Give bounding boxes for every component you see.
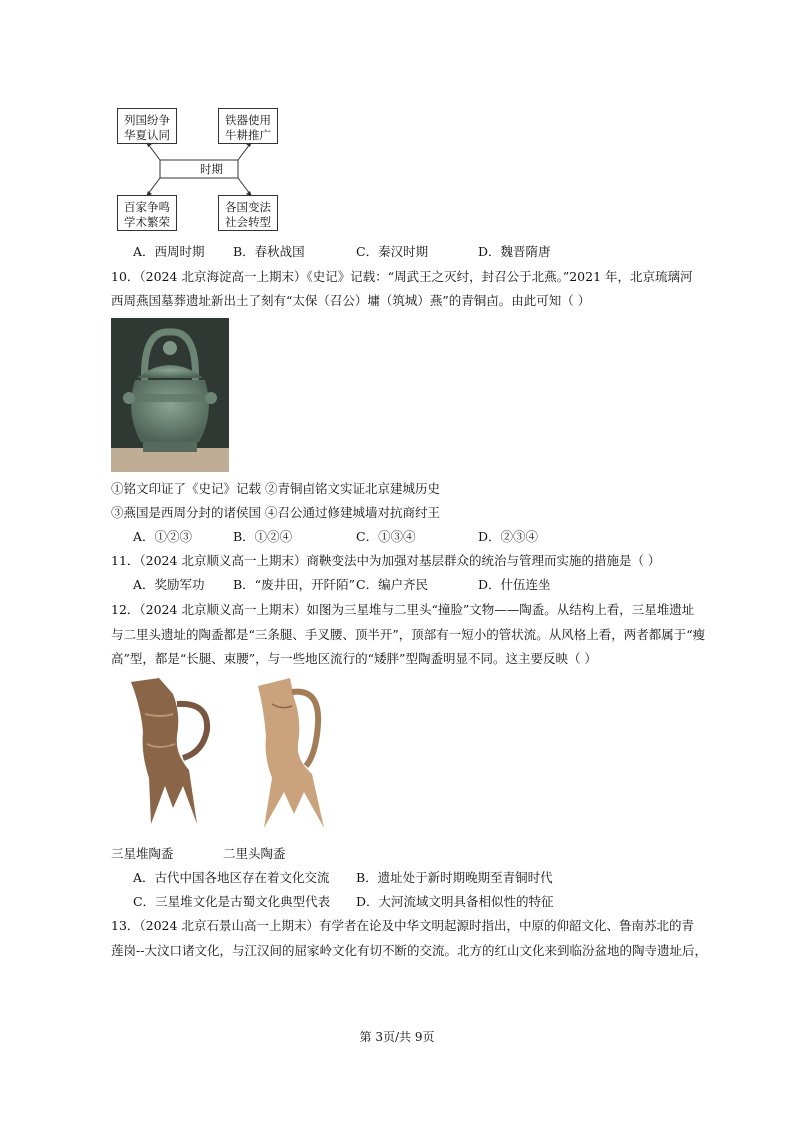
diagram-box-text: 列国纷争: [124, 113, 170, 127]
q11-stem: 11．（2024 北京顺义高一上期末）商鞅变法中为加强对基层群众的统治与管理而实施的措施是（ ）: [111, 553, 661, 568]
q9-option-b: B．春秋战国: [233, 244, 305, 259]
diagram-box-text: 华夏认同: [124, 128, 170, 142]
bronze-you-photo: [111, 318, 229, 472]
diagram-box-text: 社会转型: [225, 215, 271, 229]
q11-option-d: D．什伍连坐: [478, 577, 551, 592]
erlitou-he-illustration: [232, 674, 340, 838]
q12-stem-line1: 12．（2024 北京顺义高一上期末）如图为三星堆与二里头“撞脸”文物——陶盉。从结构上看，三星堆遗址: [111, 602, 695, 617]
diagram-box-text: 百家争鸣: [124, 200, 170, 214]
diagram-box-top-left: [117, 108, 177, 144]
q10-stem-line1: 10．（2024 北京海淀高一上期末）《史记》记载：“周武王之灭纣，封召公于北燕。”2021 年，北京琉璃河: [111, 269, 693, 284]
q10-stem-line2: 西周燕国墓葬遗址新出土了刻有“太保（召公）墉（筑城）燕”的青铜卣。由此可知（ ）: [111, 293, 591, 308]
erlitou-he-photo: [232, 674, 340, 838]
q13-stem-line1: 13．（2024 北京石景山高一上期末）有学者在论及中华文明起源时指出，中原的仰韶文化、鲁南苏北的青: [111, 918, 694, 933]
diagram-center-label: 时期: [200, 162, 223, 176]
q13-stem-line2: 莲岗--大汶口诸文化，与江汉间的屈家岭文化有切不断的交流。北方的红山文化来到临汾盆地的陶寺遗址后，: [111, 943, 707, 958]
diagram-center-box: [160, 160, 238, 178]
sanxingdui-he-illustration: [111, 674, 221, 838]
q12-option-a: A．古代中国各地区存在着文化交流: [133, 870, 330, 885]
q10-option-a: A．①②③: [133, 529, 193, 544]
q12-option-d: D．大河流域文明具备相似性的特征: [356, 894, 554, 909]
q11-option-b: B．“废井田，开阡陌”: [233, 577, 355, 592]
diagram-box-top-right: [218, 108, 278, 144]
bronze-you-illustration: [111, 318, 229, 472]
q12-caption-sanxingdui: 三星堆陶盉: [111, 846, 174, 861]
q9-option-a: A．西周时期: [133, 244, 205, 259]
q12-option-c: C．三星堆文化是古蜀文化典型代表: [133, 894, 331, 909]
diagram-box-text: 学术繁荣: [124, 215, 170, 229]
q10-statement-1-2: ①铭文印证了《史记》记载 ②青铜卣铭文实证北京建城历史: [111, 481, 440, 496]
q12-option-b: B．遗址处于新时期晚期至青铜时代: [356, 870, 553, 885]
q10-option-b: B．①②④: [233, 529, 293, 544]
q10-option-d: D．②③④: [478, 529, 539, 544]
q10-statement-3-4: ③燕国是西周分封的诸侯国 ④召公通过修建城墙对抗商纣王: [111, 505, 440, 520]
diagram-box-bottom-left: [117, 195, 177, 231]
q11-option-c: C．编户齐民: [356, 577, 429, 592]
q12-caption-erlitou: 二里头陶盉: [223, 846, 286, 861]
page-number: 第 3页/共 9页: [359, 1030, 435, 1044]
sanxingdui-he-photo: [111, 674, 221, 838]
diagram-box-text: 各国变法: [225, 200, 271, 214]
diagram-box-bottom-right: [218, 195, 278, 231]
q12-stem-line3: 高”型，都是“长腿、束腰”，与一些地区流行的“矮胖”型陶盉明显不同。这主要反映（ ）: [111, 651, 597, 666]
diagram-box-text: 牛耕推广: [225, 128, 271, 142]
q12-stem-line2: 与二里头遗址的陶盉都是“三条腿、手叉腰、顶半开”，顶部有一短小的管状流。从风格上看，两者都属于“瘦: [111, 627, 706, 642]
q10-option-c: C．①③④: [356, 529, 416, 544]
diagram-box-text: 铁器使用: [225, 113, 271, 127]
q9-option-c: C．秦汉时期: [356, 244, 429, 259]
q9-option-d: D．魏晋隋唐: [478, 244, 551, 259]
q11-option-a: A．奖励军功: [133, 577, 205, 592]
